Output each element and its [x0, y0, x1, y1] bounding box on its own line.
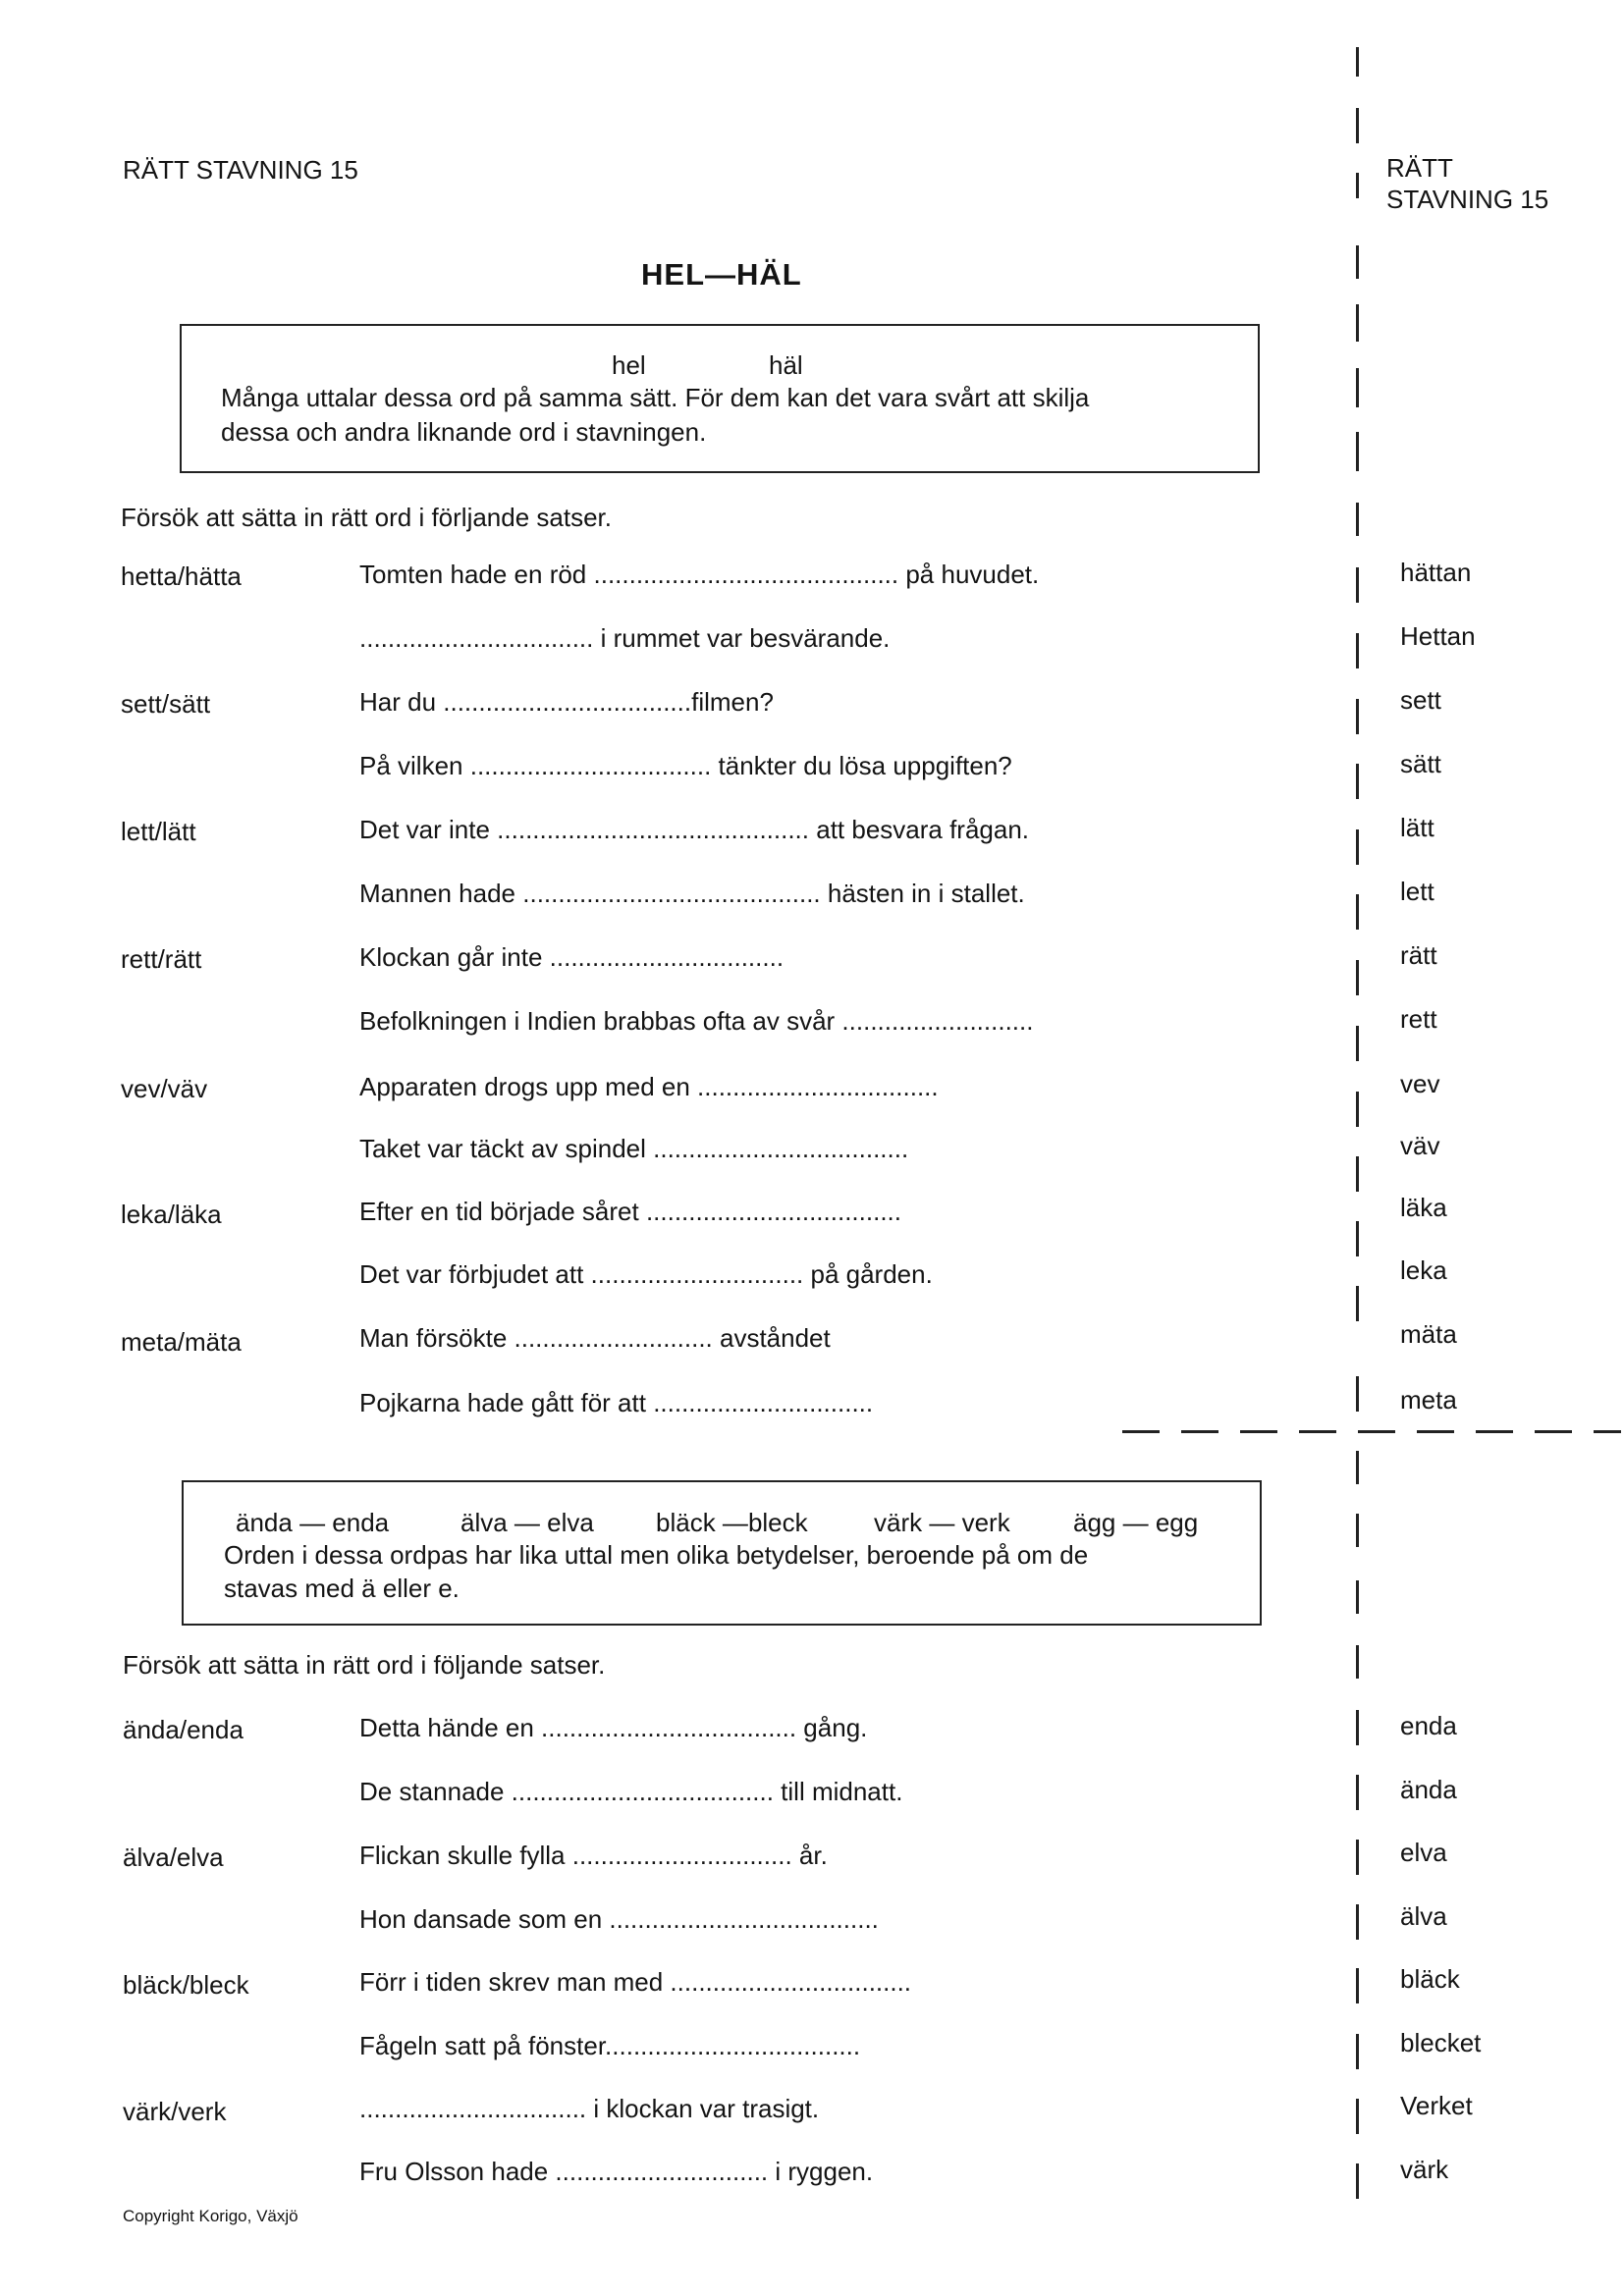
answer-key-item: blecket	[1400, 2028, 1482, 2057]
word-pair: vev/väv	[121, 1074, 208, 1103]
exercise-sentence: Det var förbjudet att .............................. på gården.	[359, 1259, 933, 1289]
exercise-sentence: Pojkarna hade gått för att ...............................	[359, 1388, 874, 1417]
answer-key-item: lett	[1400, 877, 1435, 906]
answer-key-item: värk	[1400, 2155, 1449, 2184]
info-box-2-pair: värk — verk	[874, 1508, 1010, 1537]
exercise-sentence: Taket var täckt av spindel ....................................	[359, 1134, 909, 1163]
answer-key-item: bläck	[1400, 1964, 1460, 1994]
answer-key-item: enda	[1400, 1711, 1457, 1740]
exercise-sentence: Hon dansade som en ......................................	[359, 1904, 879, 1934]
header-right-line2: STAVNING 15	[1386, 185, 1549, 214]
exercise-sentence: Det var inte ............................................ att besvara frågan.	[359, 815, 1030, 844]
word-pair: meta/mäta	[121, 1327, 242, 1357]
instruction-2: Försök att sätta in rätt ord i följande satser.	[123, 1650, 606, 1680]
exercise-sentence: På vilken .................................. tänkter du lösa uppgiften?	[359, 751, 1012, 780]
answer-key-item: mäta	[1400, 1319, 1457, 1349]
exercise-sentence: ................................ i klockan var trasigt.	[359, 2094, 820, 2123]
answer-key-item: leka	[1400, 1255, 1447, 1285]
word-pair: sett/sätt	[121, 689, 211, 719]
pair-word: bleck	[747, 1508, 808, 1537]
pair-word: ända	[236, 1508, 293, 1537]
info-box-1-word2: häl	[769, 350, 803, 380]
exercise-sentence: Detta hände en .................................... gång.	[359, 1713, 868, 1742]
instruction-1: Försök att sätta in rätt ord i förljande satser.	[121, 503, 613, 532]
page-title: HEL—HÄL	[641, 257, 802, 292]
pair-word: enda	[332, 1508, 390, 1537]
info-box-1-line1: Många uttalar dessa ord på samma sätt. För dem kan det vara svårt att skilja	[221, 383, 1090, 412]
answer-key-item: rett	[1400, 1004, 1437, 1034]
answer-key-item: lätt	[1400, 813, 1435, 842]
answer-key-item: älva	[1400, 1901, 1447, 1931]
exercise-sentence: Tomten hade en röd ........................................... på huvudet.	[359, 560, 1040, 589]
exercise-sentence: Man försökte ............................ avståndet	[359, 1323, 831, 1353]
info-box-2-pair: ägg — egg	[1073, 1508, 1199, 1537]
answer-key-item: sett	[1400, 685, 1441, 715]
pair-word: verk	[961, 1508, 1010, 1537]
pair-word: bläck	[656, 1508, 716, 1537]
exercise-sentence: Fru Olsson hade .............................. i ryggen.	[359, 2157, 874, 2186]
info-box-2-pairs-line: ända — enda	[236, 1508, 390, 1537]
word-pair: leka/läka	[121, 1200, 222, 1229]
answer-key-item: Hettan	[1400, 621, 1476, 651]
pair-word: egg	[1155, 1508, 1199, 1537]
copyright-footer: Copyright Korigo, Växjö	[123, 2207, 298, 2225]
word-pair: bläck/bleck	[123, 1970, 249, 2000]
answer-key-item: ända	[1400, 1775, 1457, 1804]
exercise-sentence: Flickan skulle fylla ............................... år.	[359, 1841, 828, 1870]
pair-word: älva	[460, 1508, 508, 1537]
answer-key-item: rätt	[1400, 940, 1437, 970]
exercise-sentence: Apparaten drogs upp med en ..................................	[359, 1072, 939, 1101]
answer-key-item: vev	[1400, 1069, 1440, 1098]
info-box-2-pair: bläck —bleck	[656, 1508, 808, 1537]
pair-word: värk	[874, 1508, 923, 1537]
info-box-2-line2: stavas med ä eller e.	[224, 1574, 460, 1603]
header-right-line1: RÄTT	[1386, 153, 1453, 183]
word-pair: rett/rätt	[121, 944, 202, 974]
pair-word: ägg	[1073, 1508, 1116, 1537]
exercise-sentence: Efter en tid började såret ....................................	[359, 1197, 901, 1226]
info-box-2-pair: älva — elva	[460, 1508, 594, 1537]
header-left: RÄTT STAVNING 15	[123, 155, 358, 185]
answer-key-item: meta	[1400, 1385, 1457, 1415]
word-pair: värk/verk	[123, 2097, 227, 2126]
exercise-sentence: Har du ...................................filmen?	[359, 687, 774, 717]
answer-key-item: Verket	[1400, 2091, 1473, 2120]
exercise-sentence: Fågeln satt på fönster....................................	[359, 2031, 861, 2060]
word-pair: lett/lätt	[121, 817, 196, 846]
word-pair: älva/elva	[123, 1842, 224, 1872]
exercise-sentence: Befolkningen i Indien brabbas ofta av svår ...........................	[359, 1006, 1034, 1036]
answer-key-item: väv	[1400, 1131, 1440, 1160]
exercise-sentence: Klockan går inte .................................	[359, 942, 785, 972]
exercise-sentence: De stannade ..................................... till midnatt.	[359, 1777, 903, 1806]
info-box-2-line1: Orden i dessa ordpas har lika uttal men olika betydelser, beroende på om de	[224, 1540, 1089, 1570]
answer-key-item: läka	[1400, 1193, 1447, 1222]
exercise-sentence: Förr i tiden skrev man med ..................................	[359, 1967, 912, 1997]
info-box-1-line2: dessa och andra liknande ord i stavningen.	[221, 417, 707, 447]
answer-key-item: sätt	[1400, 749, 1441, 778]
word-pair: ända/enda	[123, 1715, 244, 1744]
exercise-sentence: ................................. i rummet var besvärande.	[359, 623, 891, 653]
answer-key-item: hättan	[1400, 558, 1472, 587]
exercise-sentence: Mannen hade .......................................... hästen in i stallet.	[359, 879, 1025, 908]
answer-key-item: elva	[1400, 1838, 1447, 1867]
word-pair: hetta/hätta	[121, 561, 242, 591]
pair-word: elva	[547, 1508, 594, 1537]
info-box-1-word1: hel	[612, 350, 646, 380]
